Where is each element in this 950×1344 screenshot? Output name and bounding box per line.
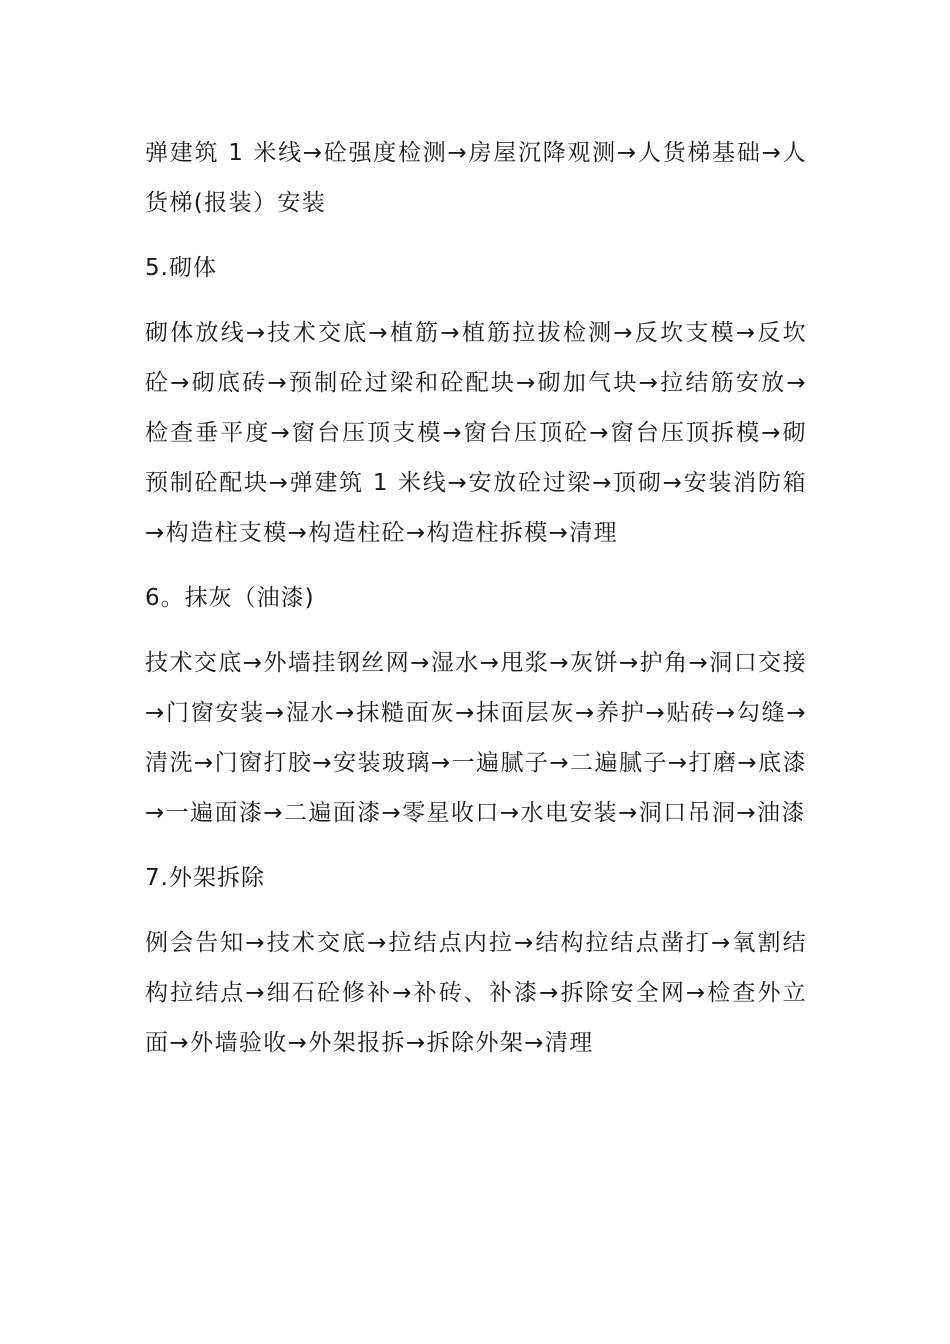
- document-body: [145, 128, 807, 1068]
- spacer: [145, 623, 807, 638]
- spacer: [145, 228, 807, 243]
- section-heading-scaffold-removal: 7.外架拆除: [145, 865, 265, 891]
- paragraph-plastering: 技术交底→外墙挂钢丝网→湿水→甩浆→灰饼→护角→洞口交接→门窗安装→湿水→抹糙面灰→抹面层灰→养护→贴砖→勾缝→清洗→门窗打胶→安装玻璃→一遍腻子→二遍腻子→打磨→底漆→一遍面漆→二遍面漆→零星收口→水电安装→洞口吊洞→油漆: [145, 650, 807, 826]
- paragraph-scaffold-removal: 例会告知→技术交底→拉结点内拉→结构拉结点凿打→氧割结构拉结点→细石砼修补→补砖、补漆→拆除安全网→检查外立面→外墙验收→外架报拆→拆除外架→清理: [145, 930, 807, 1056]
- spacer: [145, 558, 807, 573]
- spacer: [145, 838, 807, 853]
- spacer: [145, 293, 807, 308]
- spacer: [145, 903, 807, 918]
- paragraph-masonry: 砌体放线→技术交底→植筋→植筋拉拔检测→反坎支模→反坎砼→砌底砖→预制砼过梁和砼配块→砌加气块→拉结筋安放→检查垂平度→窗台压顶支模→窗台压顶砼→窗台压顶拆模→砌预制砼配块→弹建筑 1 米线→安放砼过梁→顶砌→安装消防箱→构造柱支模→构造柱砼→构造柱拆模→清理: [145, 320, 807, 546]
- section-heading-masonry: 5.砌体: [145, 255, 217, 281]
- paragraph-intro: 弹建筑 1 米线→砼强度检测→房屋沉降观测→人货梯基础→人货梯(报装）安装: [145, 140, 807, 216]
- section-heading-plastering: 6。抹灰（油漆): [145, 585, 315, 611]
